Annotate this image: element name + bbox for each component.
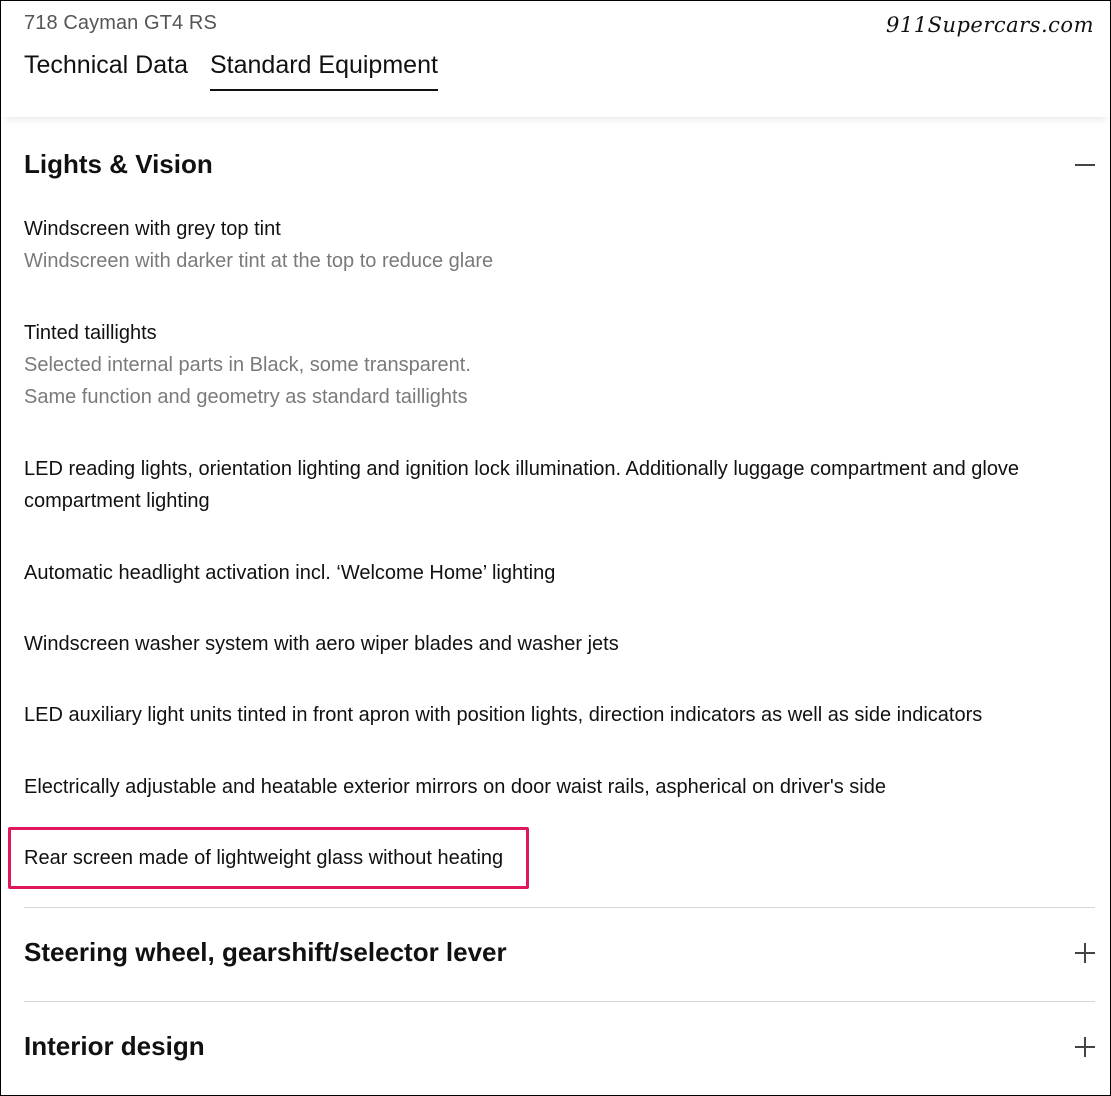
item-title: Automatic headlight activation incl. ‘Welcome Home’ lighting — [24, 562, 556, 584]
item-title: LED auxiliary light units tinted in front apron with position lights, direction indicators as well as side indicators — [24, 704, 983, 726]
watermark-logo: 911Supercars.com — [886, 13, 1094, 37]
divider — [24, 907, 1095, 908]
list-item — [24, 771, 1084, 803]
divider — [24, 1001, 1095, 1002]
item-description: Windscreen with darker tint at the top to reduce glare — [24, 250, 494, 272]
page-header — [1, 1, 1110, 117]
item-title: Rear screen made of lightweight glass without heating — [24, 847, 504, 869]
item-title: Tinted taillights — [24, 322, 157, 344]
plus-icon[interactable] — [1075, 943, 1095, 963]
item-title: Electrically adjustable and heatable exterior mirrors on door waist rails, aspherical on driver's side — [24, 776, 886, 798]
plus-icon[interactable] — [1075, 1037, 1095, 1057]
highlight-box — [8, 827, 529, 889]
item-title: Windscreen washer system with aero wiper blades and washer jets — [24, 633, 619, 655]
section-header-interior-design[interactable] — [24, 1031, 1095, 1062]
section-lights-vision — [24, 149, 1095, 180]
tab-technical-data[interactable]: Technical Data — [24, 51, 188, 79]
item-description: Selected internal parts in Black, some transparent. — [24, 354, 471, 376]
item-title: Windscreen with grey top tint — [24, 218, 281, 240]
list-item — [24, 213, 1084, 277]
section-title: Steering wheel, gearshift/selector lever — [24, 937, 507, 967]
section-header-steering-wheel[interactable] — [24, 937, 1095, 968]
section-header-lights-vision[interactable] — [24, 149, 1095, 180]
tab-bar — [24, 51, 438, 91]
item-description: Same function and geometry as standard taillights — [24, 386, 468, 408]
tab-standard-equipment[interactable]: Standard Equipment — [210, 51, 438, 91]
section-steering-wheel — [24, 937, 1095, 968]
minus-icon[interactable] — [1075, 155, 1095, 175]
model-title: 718 Cayman GT4 RS — [24, 12, 217, 34]
item-title: LED reading lights, orientation lighting and ignition lock illumination. Additionally luggage compartment and glove compartment lighting — [24, 458, 1020, 512]
list-item — [24, 557, 1084, 589]
list-item — [24, 628, 1084, 660]
section-title: Interior design — [24, 1031, 205, 1061]
list-item — [24, 453, 1084, 517]
section-interior-design — [24, 1031, 1095, 1062]
list-item — [24, 317, 1084, 413]
list-item — [24, 699, 1084, 731]
section-title: Lights & Vision — [24, 149, 213, 179]
